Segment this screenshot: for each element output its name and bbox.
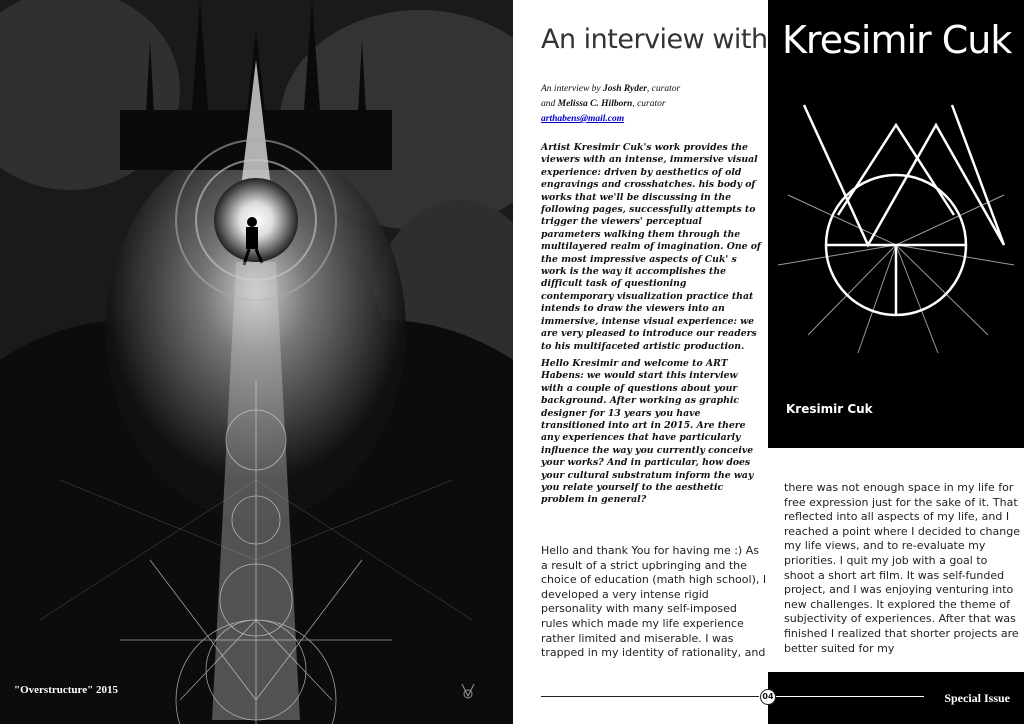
footer-divider-right <box>774 696 924 697</box>
question-paragraph: Hello Kresimir and welcome to ART Habens: we would start this interview with a couple of questions about your background. After working as graphic designer for 13 years you have transitioned into art in 2015. Are there any experiences that have particularly influence the way you currently conceive your works? And in particular, how does your cultural substratum inform the way you relate yourself to the aesthetic problem in general? <box>541 357 754 506</box>
answer-column-2: there was not enough space in my life for free expression just for the sake of it. That reflected into all aspects of my life, and I reached a point where I decided to change my life views, and to re-evaluate my priorities. I quit my job with a goal to shoot a short art film. It was self-funded project, and I was enjoying venturing into new challenges. It explored the theme of subjectivity of experiences. After that was finished I realized that shorter projects are better suited for my <box>784 481 1020 655</box>
artist-panel <box>768 0 1024 448</box>
credits <box>541 82 680 127</box>
credit-name-2: Melissa C. Hilborn <box>557 99 633 109</box>
credits-line1: An interview by Josh Ryder, curator <box>541 84 681 94</box>
article-page <box>513 0 1024 724</box>
credits-line2: and Melissa C. Hilborn, curator <box>541 99 666 109</box>
intro-text <box>541 142 761 512</box>
credit-name-1: Josh Ryder <box>603 84 647 94</box>
title-artist-name: Kresimir Cuk <box>782 18 1012 62</box>
artwork-caption: "Overstructure" 2015 <box>14 684 118 696</box>
intro-paragraph: Artist Kresimir Cuk's work provides the viewers with an intense, immersive visual experience: driven by aesthetics of old engravings and crosshatches. his body of works that we'll be discussing in the following pages, successfully attempts to trigger the viewers' perceptual parameters walking them through the multilayered realm of imagination. One of the most impressive aspects of Cuk' s work is the way it accomplishes the difficult task of questioning contemporary visualization practice that intends to draw the viewers into an immersive, intense visual experience: we are very pleased to introduce our readers to his multifaceted artistic production. <box>541 142 761 352</box>
email-link[interactable]: arthabens@mail.com <box>541 114 625 124</box>
footer-divider <box>541 696 759 697</box>
page-number: 04 <box>760 689 776 705</box>
answer-column-1: Hello and thank You for having me :) As a result of a strict upbringing and the choice of education (math high school), I developed a very intense rigid personality with many self-imposed rules which made my life experience rather limited and miserable. I was trapped in my identity of rationality, and <box>541 544 767 660</box>
title-interview-with: An interview with <box>541 24 768 55</box>
issue-label: Special Issue <box>944 691 1010 705</box>
artist-logo-icon <box>768 95 1024 355</box>
panel-caption: Kresimir Cuk <box>786 402 873 416</box>
